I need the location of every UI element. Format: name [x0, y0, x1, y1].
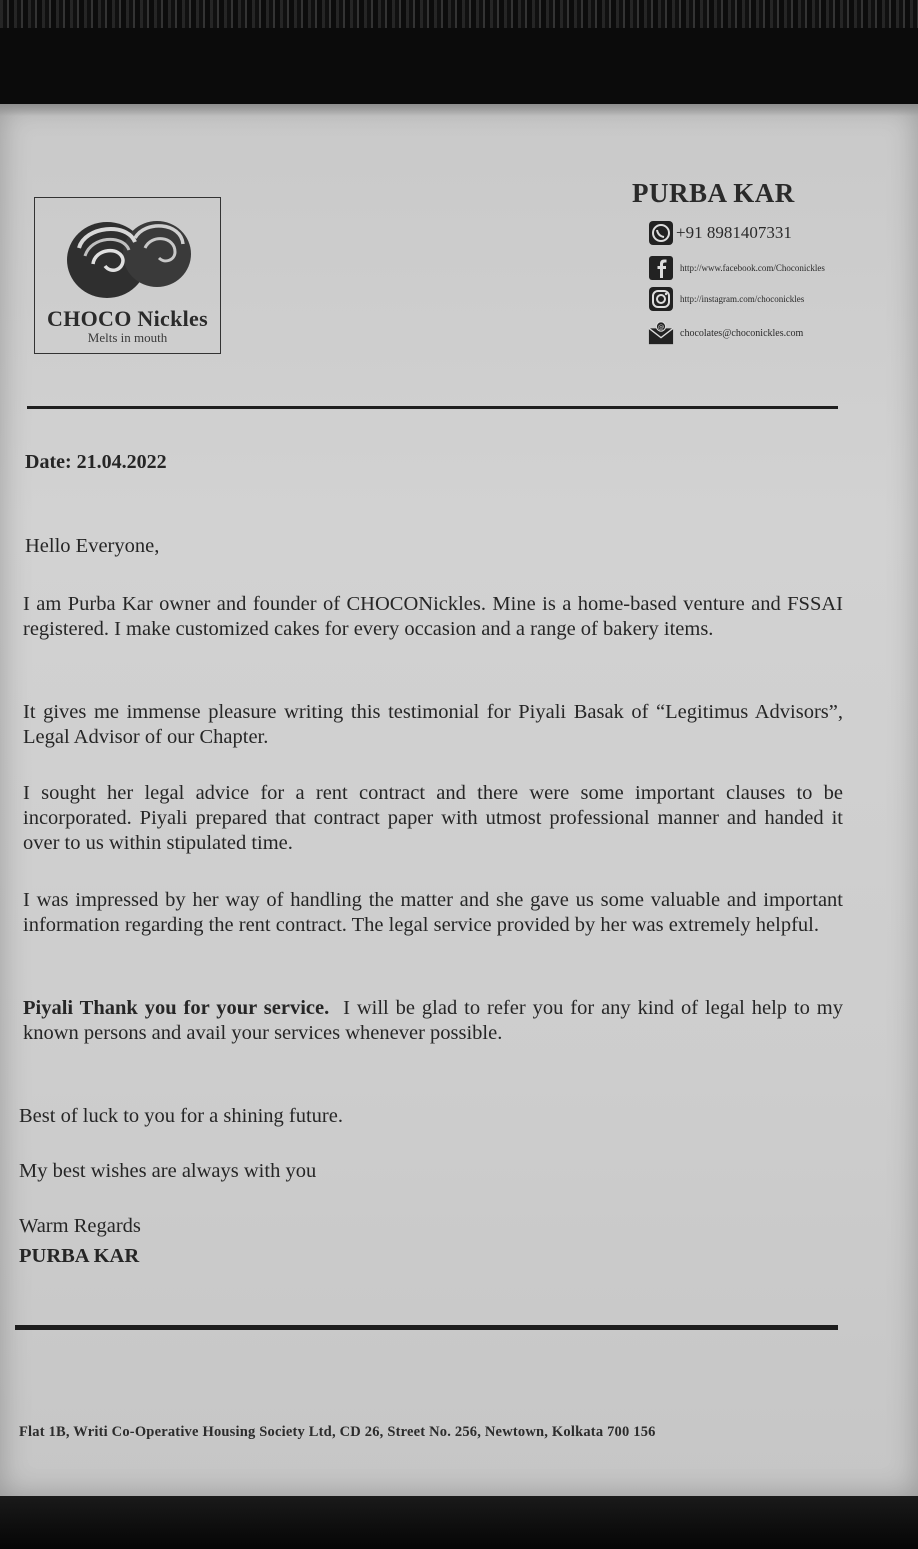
- owner-name-heading: PURBA KAR: [632, 178, 795, 208]
- svg-text:@: @: [657, 322, 665, 331]
- paragraph-impressed: I was impressed by her way of handling the matter and she gave us some valuable and important information regarding the rent contract. The legal service provided by her was extremely helpful.: [23, 889, 843, 936]
- paragraph-thanks: [23, 996, 843, 1046]
- brand-name: CHOCO Nickles: [47, 306, 208, 331]
- contact-phone: [648, 220, 792, 246]
- contact-instagram: [648, 286, 804, 312]
- facebook-url: http://www.facebook.com/Choconickles: [680, 263, 825, 273]
- phone-number: +91 8981407331: [676, 223, 792, 242]
- instagram-url: http://instagram.com/choconickles: [680, 294, 805, 304]
- signature-name: PURBA KAR: [19, 1245, 140, 1267]
- contact-email: [648, 320, 803, 346]
- instagram-icon: [648, 286, 674, 312]
- photo-frame-top: [0, 0, 918, 28]
- whatsapp-icon: [648, 220, 674, 246]
- paragraph-legal-advice: I sought her legal advice for a rent contract and there were some important clauses to be incorporated. Piyali prepared that contract paper with utmost professional manner and handed it over to us within stipulated time.: [23, 782, 843, 854]
- thanks-bold-text: Piyali Thank you for your service.: [23, 997, 330, 1019]
- closing-line-2: My best wishes are always with you: [19, 1160, 317, 1182]
- company-logo: [34, 197, 221, 354]
- paragraph-testimonial: It gives me immense pleasure writing this testimonial for Piyali Basak of “Legitimus Advisors”, Legal Advisor of our Chapter.: [23, 701, 843, 748]
- footer-divider: [15, 1325, 838, 1330]
- header-divider: [27, 406, 838, 409]
- regards-line: Warm Regards: [19, 1215, 141, 1237]
- facebook-icon: [648, 255, 674, 281]
- email-address: chocolates@choconickles.com: [680, 327, 804, 339]
- thanks-rest-text: I will be glad to refer you for any kind of legal help to my known persons and avail your services whenever possible.: [23, 997, 843, 1044]
- letter-date: Date: 21.04.2022: [25, 451, 167, 473]
- closing-line-1: Best of luck to you for a shining future.: [19, 1105, 343, 1127]
- email-icon: [648, 320, 674, 346]
- photo-frame-bottom: [0, 1496, 918, 1549]
- contact-facebook: [648, 255, 825, 281]
- letter-page: [0, 104, 918, 1496]
- letter-greeting: Hello Everyone,: [25, 535, 160, 557]
- footer-address: Flat 1B, Writi Co-Operative Housing Society Ltd, CD 26, Street No. 256, Newtown, Kolkata 700 156: [19, 1424, 656, 1440]
- paragraph-intro: I am Purba Kar owner and founder of CHOCONickles. Mine is a home-based venture and FSSAI registered. I make customized cakes for every occasion and a range of bakery items.: [23, 593, 843, 640]
- chocolate-logo-icon: [65, 208, 193, 303]
- brand-tagline: Melts in mouth: [87, 330, 168, 345]
